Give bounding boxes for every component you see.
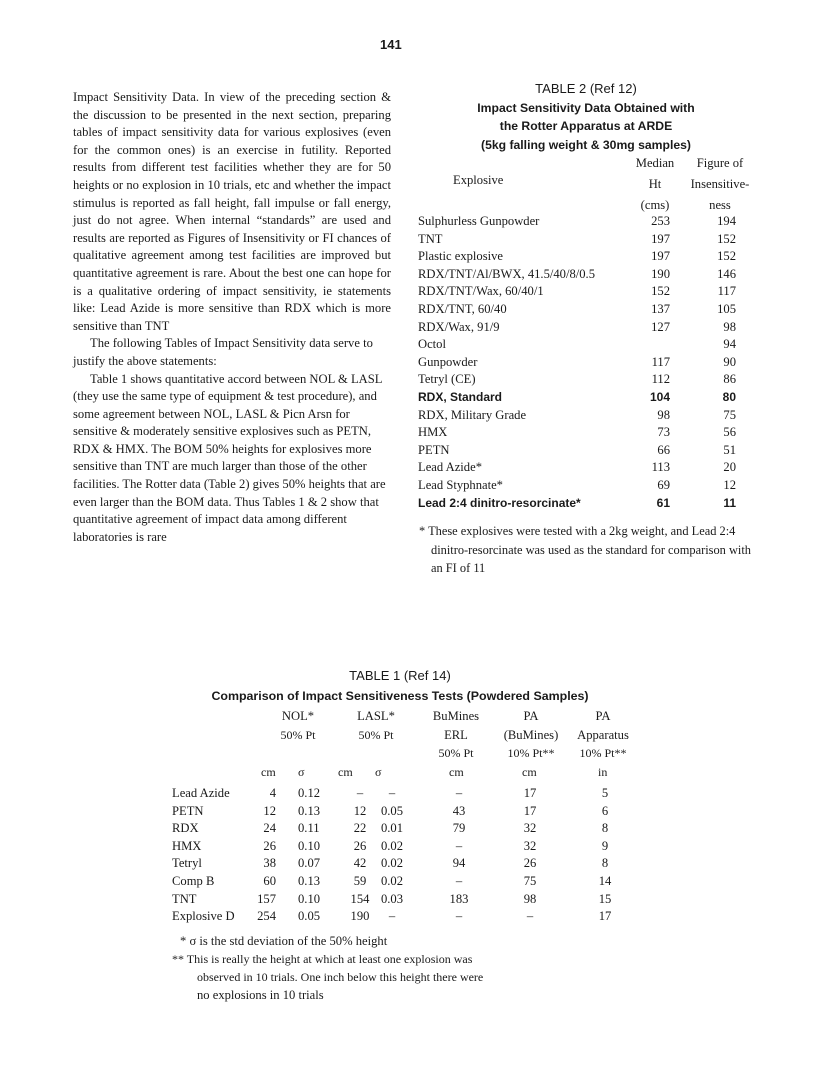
pa-bumines-cm: 32 xyxy=(523,838,537,853)
table2-title-line: TABLE 2 (Ref 12) xyxy=(535,81,637,96)
median-ht: 197 xyxy=(651,249,670,264)
lasl-sigma: 0.02 xyxy=(380,856,404,871)
bumines-cm: 43 xyxy=(452,803,466,818)
header-line: ness xyxy=(709,198,731,212)
unit-pa-bumines: cm xyxy=(522,765,537,779)
lasl-sigma: 0.03 xyxy=(380,891,404,906)
nol-cm: 24 xyxy=(263,821,276,836)
table1-note: ** This is really the height at which at least one explosion was xyxy=(172,952,473,966)
figure-insensitiveness: 152 xyxy=(717,249,736,264)
table-row xyxy=(418,267,748,285)
table-row xyxy=(418,284,748,302)
table-row xyxy=(418,302,748,320)
paragraph-impact-sensitivity: Impact Sensitivity Data. In view of the preceding section & the discussion to be presented in the next section, preparing tables of impact sensitivity data for various explosives (even for the common ones) is an exercise in futility. Reported results from different test facilities whether they are for 50 heights or no explosion in 10 trials, etc and whether the impact stimulus is reported as fall height, fall impulse or fall energy, just do not agree. When internal “standards” are used and results are reported as Figures of Insensitivity or FI chances of qualitative agreement among test facilities are improved but quantitative agreement is rare. About the best one can hope for is a qualitative ordering of impact sensitivity, ie statements like: Lead Azide is more sensitive than RDX which is more sensitive than TNT xyxy=(73,90,391,333)
nol-sigma: 0.10 xyxy=(298,838,321,853)
lasl-cm: – xyxy=(356,786,364,800)
header-line: Median xyxy=(635,156,675,170)
bumines-cm: – xyxy=(455,909,463,924)
header-line: Apparatus xyxy=(577,727,629,742)
header-pa-bumines xyxy=(490,707,572,763)
table-row xyxy=(418,443,748,461)
table2-title xyxy=(416,80,756,154)
table2-title-line: (5kg falling weight & 30mg samples) xyxy=(481,137,691,152)
table-row-standard xyxy=(418,496,748,514)
table-row xyxy=(418,425,748,443)
figure-insensitiveness: 152 xyxy=(717,231,736,246)
table-row xyxy=(418,372,748,390)
nol-cm: 12 xyxy=(263,803,276,818)
header-line: (cms) xyxy=(640,198,670,212)
median-ht: 66 xyxy=(657,442,670,457)
figure-insensitiveness: 20 xyxy=(723,460,736,475)
figure-insensitiveness: 117 xyxy=(717,284,736,299)
table2-header-explosive: Explosive xyxy=(453,173,504,187)
lasl-sigma: 0.05 xyxy=(380,803,404,818)
table-row xyxy=(172,839,652,857)
table-row xyxy=(172,892,652,910)
median-ht: 152 xyxy=(651,284,670,299)
table-row xyxy=(418,214,748,232)
median-ht: 117 xyxy=(651,354,670,369)
unit-lasl-sigma: σ xyxy=(375,765,382,779)
lasl-cm: 42 xyxy=(353,856,367,871)
median-ht: 104 xyxy=(649,389,670,404)
explosive-name: PETN xyxy=(418,442,450,457)
explosive-name: TNT xyxy=(172,891,197,906)
table2-title-line: Impact Sensitivity Data Obtained with xyxy=(477,100,695,115)
pa-apparatus-in: 6 xyxy=(601,803,609,818)
explosive-name: RDX xyxy=(172,821,199,836)
pa-apparatus-in: 8 xyxy=(601,821,609,836)
explosive-name: Tetryl (CE) xyxy=(418,372,476,387)
figure-insensitiveness: 94 xyxy=(723,337,736,352)
lasl-cm: 22 xyxy=(353,821,367,836)
median-ht: 69 xyxy=(657,477,670,492)
figure-insensitiveness: 56 xyxy=(723,425,736,440)
header-line: 10% Pt** xyxy=(579,746,627,760)
figure-insensitiveness: 75 xyxy=(723,407,736,422)
explosive-name: Lead 2:4 dinitro-resorcinate* xyxy=(418,495,581,510)
pa-bumines-cm: 26 xyxy=(523,856,537,871)
unit-nol-sigma: σ xyxy=(298,765,305,779)
table-row-standard xyxy=(418,390,748,408)
table-row xyxy=(172,804,652,822)
paragraph-tables-intro: The following Tables of Impact Sensitivity data serve to justify the above statements: xyxy=(73,336,373,368)
unit-bumines: cm xyxy=(449,765,464,779)
pa-apparatus-in: 8 xyxy=(601,856,609,871)
nol-sigma: 0.05 xyxy=(298,909,321,924)
explosive-name: PETN xyxy=(172,803,204,818)
bumines-cm: 79 xyxy=(452,821,466,836)
table-row xyxy=(172,856,652,874)
pa-bumines-cm: 98 xyxy=(523,891,537,906)
lasl-cm: 12 xyxy=(353,803,367,818)
unit-pa-apparatus: in xyxy=(598,765,608,779)
nol-cm: 157 xyxy=(257,891,276,906)
nol-sigma: 0.13 xyxy=(298,873,321,888)
median-ht: 137 xyxy=(651,301,670,316)
median-ht: 61 xyxy=(656,495,670,510)
pa-bumines-cm: 32 xyxy=(523,821,537,836)
explosive-name: HMX xyxy=(172,838,202,853)
header-line: Figure of xyxy=(696,156,744,170)
median-ht: 112 xyxy=(651,372,670,387)
table1-notes xyxy=(172,932,612,1004)
table1-title-line: Comparison of Impact Sensitiveness Tests (Powdered Samples) xyxy=(211,689,589,703)
explosive-name: RDX/TNT/Al/BWX, 41.5/40/8/0.5 xyxy=(418,266,596,281)
explosive-name: RDX, Military Grade xyxy=(418,407,527,422)
nol-cm: 38 xyxy=(263,856,276,871)
bumines-cm: – xyxy=(455,873,463,888)
table2-header-median-ht xyxy=(630,153,680,216)
explosive-name: Comp B xyxy=(172,873,215,888)
table1-note: * σ is the std deviation of the 50% height xyxy=(180,934,388,948)
table-row xyxy=(418,460,748,478)
figure-insensitiveness: 194 xyxy=(717,214,736,228)
header-line: 50% Pt xyxy=(438,746,474,760)
explosive-name: RDX/TNT/Wax, 60/40/1 xyxy=(418,284,544,299)
pa-apparatus-in: 5 xyxy=(601,786,609,800)
lasl-cm: 59 xyxy=(353,873,367,888)
header-line: NOL* xyxy=(281,709,315,723)
lasl-sigma: – xyxy=(388,786,396,800)
median-ht: 73 xyxy=(657,425,670,440)
explosive-name: Lead Azide* xyxy=(418,460,482,475)
median-ht: 113 xyxy=(651,460,670,475)
table-row xyxy=(172,786,652,804)
explosive-name: Sulphurless Gunpowder xyxy=(418,214,540,228)
header-line: Insensitive- xyxy=(690,177,750,191)
nol-sigma: 0.11 xyxy=(298,821,320,836)
figure-insensitiveness: 51 xyxy=(723,442,736,457)
header-nol xyxy=(258,707,338,744)
table1-body xyxy=(172,786,652,927)
table1-note: no explosions in 10 trials xyxy=(197,988,324,1002)
lasl-cm: 154 xyxy=(350,891,370,906)
explosive-name: Lead Azide xyxy=(172,786,230,800)
header-line: 50% Pt xyxy=(358,727,394,742)
explosive-name: Explosive D xyxy=(172,909,235,924)
nol-cm: 4 xyxy=(269,786,276,800)
figure-insensitiveness: 12 xyxy=(723,477,736,492)
header-lasl xyxy=(336,707,416,744)
pa-apparatus-in: 17 xyxy=(598,909,612,924)
header-line: PA xyxy=(595,709,611,723)
header-pa-apparatus xyxy=(566,707,640,763)
table-row xyxy=(172,909,652,927)
header-bumines xyxy=(421,707,491,763)
table2-body xyxy=(418,214,748,513)
header-line: BuMines xyxy=(432,709,480,723)
pa-bumines-cm: 17 xyxy=(523,786,537,800)
explosive-name: TNT xyxy=(418,231,443,246)
bumines-cm: – xyxy=(455,838,463,853)
figure-insensitiveness: 11 xyxy=(723,495,736,510)
table-row xyxy=(418,249,748,267)
table1-note: observed in 10 trials. One inch below this height there were xyxy=(197,970,484,984)
table2-title-line: the Rotter Apparatus at ARDE xyxy=(499,119,673,133)
median-ht: 98 xyxy=(657,407,670,422)
figure-insensitiveness: 86 xyxy=(723,372,736,387)
nol-sigma: 0.13 xyxy=(298,803,321,818)
explosive-name: Octol xyxy=(418,337,446,352)
pa-bumines-cm: 17 xyxy=(523,803,537,818)
pa-bumines-cm: 75 xyxy=(523,873,537,888)
lasl-sigma: – xyxy=(388,909,396,924)
lasl-sigma: 0.02 xyxy=(380,873,404,888)
header-line: Ht xyxy=(648,177,662,191)
page-number: 141 xyxy=(380,37,402,52)
header-line: PA xyxy=(523,709,539,723)
figure-insensitiveness: 80 xyxy=(722,389,736,404)
table1-title xyxy=(150,666,650,706)
figure-insensitiveness: 98 xyxy=(723,319,736,334)
table-row xyxy=(172,874,652,892)
lasl-sigma: 0.02 xyxy=(380,838,404,853)
header-line: ERL xyxy=(444,727,468,742)
table-row xyxy=(418,478,748,496)
nol-cm: 60 xyxy=(263,873,276,888)
median-ht: 190 xyxy=(651,266,670,281)
pa-apparatus-in: 15 xyxy=(598,891,612,906)
lasl-cm: 26 xyxy=(353,838,367,853)
table1-title-line: TABLE 1 (Ref 14) xyxy=(349,668,451,683)
left-column xyxy=(73,89,391,546)
pa-apparatus-in: 9 xyxy=(601,838,609,853)
median-ht: 127 xyxy=(651,319,670,334)
figure-insensitiveness: 90 xyxy=(723,354,736,369)
nol-sigma: 0.07 xyxy=(298,856,321,871)
explosive-name: HMX xyxy=(418,425,448,440)
bumines-cm: 94 xyxy=(452,856,466,871)
header-line: LASL* xyxy=(357,709,395,723)
explosive-name: Plastic explosive xyxy=(418,249,503,264)
nol-sigma: 0.12 xyxy=(298,786,321,800)
bumines-cm: 183 xyxy=(449,891,469,906)
explosive-name: Gunpowder xyxy=(418,354,478,369)
table1-header xyxy=(0,707,831,787)
table-row xyxy=(418,408,748,426)
table-row xyxy=(418,337,748,355)
figure-insensitiveness: 146 xyxy=(717,266,736,281)
figure-insensitiveness: 105 xyxy=(717,301,736,316)
explosive-name: RDX/TNT, 60/40 xyxy=(418,301,507,316)
bumines-cm: – xyxy=(455,786,463,800)
nol-cm: 26 xyxy=(263,838,276,853)
table-row xyxy=(418,355,748,373)
table-row xyxy=(418,320,748,338)
nol-sigma: 0.10 xyxy=(298,891,321,906)
explosive-name: RDX, Standard xyxy=(418,389,503,404)
table2-footnote: * These explosives were tested with a 2kg weight, and Lead 2:4 dinitro-resorcinate was used as the standard for comparison with an FI of 11 xyxy=(419,524,751,575)
table2-header-figure-insensitiveness xyxy=(682,153,758,216)
paragraph-table-discussion: Table 1 shows quantitative accord between NOL & LASL (they use the same type of equipment & test procedure), and some agreement between NOL, LASL & Picn Arsn for sensitive & moderately sensitive explosives such as PETN, RDX & HMX. The BOM 50% heights for explosives more sensitive than TNT are much larger than those of the other facilities. The Rotter data (Table 2) gives 50% heights that are even larger than the BOM data. Thus Tables 1 & 2 show that quantitative agreement of impact data among different laboratories is rare xyxy=(73,371,386,544)
explosive-name: Tetryl xyxy=(172,856,202,871)
explosive-name: Lead Styphnate* xyxy=(418,477,503,492)
unit-lasl-cm: cm xyxy=(338,765,353,779)
pa-apparatus-in: 14 xyxy=(598,873,612,888)
header-line: (BuMines) xyxy=(503,727,559,742)
explosive-name: RDX/Wax, 91/9 xyxy=(418,319,500,334)
table-row xyxy=(418,232,748,250)
header-line: 10% Pt** xyxy=(507,746,555,760)
lasl-cm: 190 xyxy=(350,909,370,924)
median-ht: 253 xyxy=(651,214,670,228)
header-line: 50% Pt xyxy=(280,727,316,742)
nol-cm: 254 xyxy=(257,909,276,924)
lasl-sigma: 0.01 xyxy=(380,821,404,836)
median-ht: 197 xyxy=(651,231,670,246)
table-row xyxy=(172,821,652,839)
pa-bumines-cm: – xyxy=(526,909,534,924)
unit-nol-cm: cm xyxy=(261,765,276,779)
